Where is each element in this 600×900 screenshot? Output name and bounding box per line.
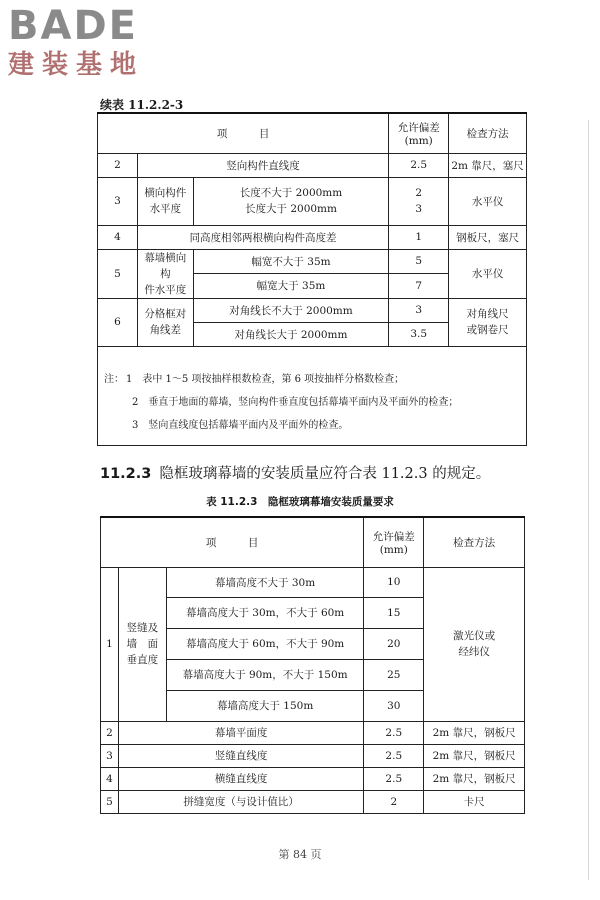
subitem-tolerance: 25 bbox=[364, 659, 424, 690]
row-tolerance: 2 bbox=[364, 790, 424, 813]
row-method: 钢板尺，塞尺 bbox=[449, 225, 527, 249]
table-row bbox=[101, 790, 525, 813]
row-method: 对角线尺 或钢卷尺 bbox=[449, 298, 527, 346]
row-item: 同高度相邻两根横向构件高度差 bbox=[137, 225, 388, 249]
table-row bbox=[101, 744, 525, 767]
subitem-tolerance: 5 bbox=[389, 249, 449, 274]
row-number: 1 bbox=[101, 567, 119, 721]
subitem-label: 幕墙高度大于 60m，不大于 90m bbox=[166, 628, 363, 659]
subitem-tolerance: 7 bbox=[389, 274, 449, 299]
section-text: 隐框玻璃幕墙的安装质量应符合表 11.2.3 的规定。 bbox=[159, 466, 491, 482]
logo-subtitle: 建装基地 bbox=[8, 50, 145, 80]
table-header-row bbox=[98, 113, 527, 153]
table-row bbox=[98, 249, 527, 274]
table-hidden-frame-glass bbox=[100, 516, 525, 814]
row-group: 横向构件 水平度 bbox=[137, 177, 193, 225]
subitem-tolerance: 3.5 bbox=[389, 322, 449, 346]
row-method: 水平仪 bbox=[449, 177, 527, 225]
row-tolerance: 1 bbox=[389, 225, 449, 249]
row-method: 2m 靠尺，钢板尺 bbox=[424, 767, 525, 790]
table-row bbox=[101, 721, 525, 744]
subitem-label: 对角线长大于 2000mm bbox=[193, 322, 389, 346]
note-text: 1 表中 1～5 项按抽样根数检查，第 6 项按抽样分格数检查； bbox=[126, 374, 405, 385]
table-row bbox=[101, 767, 525, 790]
subitem-tolerance: 20 bbox=[364, 628, 424, 659]
table-row bbox=[98, 153, 527, 177]
table-caption: 表 11.2.3 隐框玻璃幕墙安装质量要求 bbox=[206, 496, 394, 508]
section-heading bbox=[100, 462, 490, 483]
row-tolerance: 2.5 bbox=[389, 153, 449, 177]
page-edge-divider bbox=[588, 120, 589, 880]
subitem-label: 幅宽大于 35m bbox=[193, 274, 389, 299]
row-method: 2m 靠尺，钢板尺 bbox=[424, 721, 525, 744]
page-number: 第 84 页 bbox=[278, 848, 322, 861]
note-line: 2 垂直于地面的幕墙，竖向构件垂直度包括幕墙平面内及平面外的检查； bbox=[132, 397, 459, 408]
row-item: 竖向构件直线度 bbox=[137, 153, 388, 177]
subitem-label: 长度大于 2000mm bbox=[245, 203, 337, 215]
row-tolerance: 2.5 bbox=[364, 744, 424, 767]
logo-wordmark: BADE bbox=[8, 3, 138, 49]
row-number: 3 bbox=[101, 744, 119, 767]
row-group: 分格框对 角线差 bbox=[137, 298, 193, 346]
subitem-tolerance: 30 bbox=[364, 690, 424, 721]
brand-logo bbox=[8, 4, 178, 80]
row-item: 幕墙平面度 bbox=[118, 721, 363, 744]
header-item: 项 目 bbox=[101, 517, 364, 567]
note-line: 3 竖向直线度包括幕墙平面内及平面外的检查。 bbox=[132, 420, 349, 431]
table-continued bbox=[97, 112, 527, 347]
subitem-label: 长度不大于 2000mm bbox=[239, 187, 343, 199]
row-method: 2m 靠尺，塞尺 bbox=[449, 153, 527, 177]
subitem-tolerance: 2 bbox=[415, 187, 423, 199]
row-subitems bbox=[193, 177, 389, 225]
row-item: 竖缝直线度 bbox=[118, 744, 363, 767]
row-method: 激光仪或 经纬仪 bbox=[424, 567, 525, 721]
subitem-tolerance: 3 bbox=[389, 298, 449, 322]
row-number: 2 bbox=[101, 721, 119, 744]
header-method: 检查方法 bbox=[449, 113, 527, 153]
header-method: 检查方法 bbox=[424, 517, 525, 567]
row-method: 卡尺 bbox=[424, 790, 525, 813]
row-item: 拼缝宽度（与设计值比） bbox=[118, 790, 363, 813]
header-tolerance: 允许偏差 (mm) bbox=[364, 517, 424, 567]
row-number: 2 bbox=[98, 153, 138, 177]
subitem-tolerance: 10 bbox=[364, 567, 424, 597]
row-tolerance: 2.5 bbox=[364, 721, 424, 744]
subitem-label: 幕墙高度大于 90m，不大于 150m bbox=[166, 659, 363, 690]
table-row bbox=[98, 298, 527, 322]
row-number: 5 bbox=[98, 249, 138, 298]
subitem-label: 幕墙高度大于 150m bbox=[166, 690, 363, 721]
row-number: 5 bbox=[101, 790, 119, 813]
row-group: 竖缝及 墙 面 垂直度 bbox=[118, 567, 166, 721]
section-number: 11.2.3 bbox=[100, 466, 152, 482]
table-row bbox=[98, 177, 527, 225]
row-number: 4 bbox=[98, 225, 138, 249]
row-number: 3 bbox=[98, 177, 138, 225]
note-prefix: 注： bbox=[104, 374, 124, 385]
subitem-tolerance: 3 bbox=[415, 203, 423, 215]
subitem-label: 幅宽不大于 35m bbox=[193, 249, 389, 274]
header-item: 项 目 bbox=[98, 113, 389, 153]
continuation-label: 续表 11.2.2-3 bbox=[100, 98, 184, 112]
row-item: 横缝直线度 bbox=[118, 767, 363, 790]
subitem-label: 幕墙高度大于 30m，不大于 60m bbox=[166, 597, 363, 628]
table-row bbox=[98, 225, 527, 249]
row-method: 水平仪 bbox=[449, 249, 527, 298]
row-method: 2m 靠尺，钢板尺 bbox=[424, 744, 525, 767]
row-tolerance: 2.5 bbox=[364, 767, 424, 790]
subitem-label: 幕墙高度不大于 30m bbox=[166, 567, 363, 597]
table-header-row bbox=[101, 517, 525, 567]
table-notes bbox=[97, 346, 527, 446]
row-tolerance bbox=[389, 177, 449, 225]
subitem-tolerance: 15 bbox=[364, 597, 424, 628]
note-line bbox=[104, 370, 404, 385]
row-number: 6 bbox=[98, 298, 138, 346]
row-number: 4 bbox=[101, 767, 119, 790]
header-tolerance: 允许偏差 (mm) bbox=[389, 113, 449, 153]
subitem-label: 对角线长不大于 2000mm bbox=[193, 298, 389, 322]
table-row bbox=[101, 567, 525, 597]
row-group: 幕墙横向构 件水平度 bbox=[137, 249, 193, 298]
